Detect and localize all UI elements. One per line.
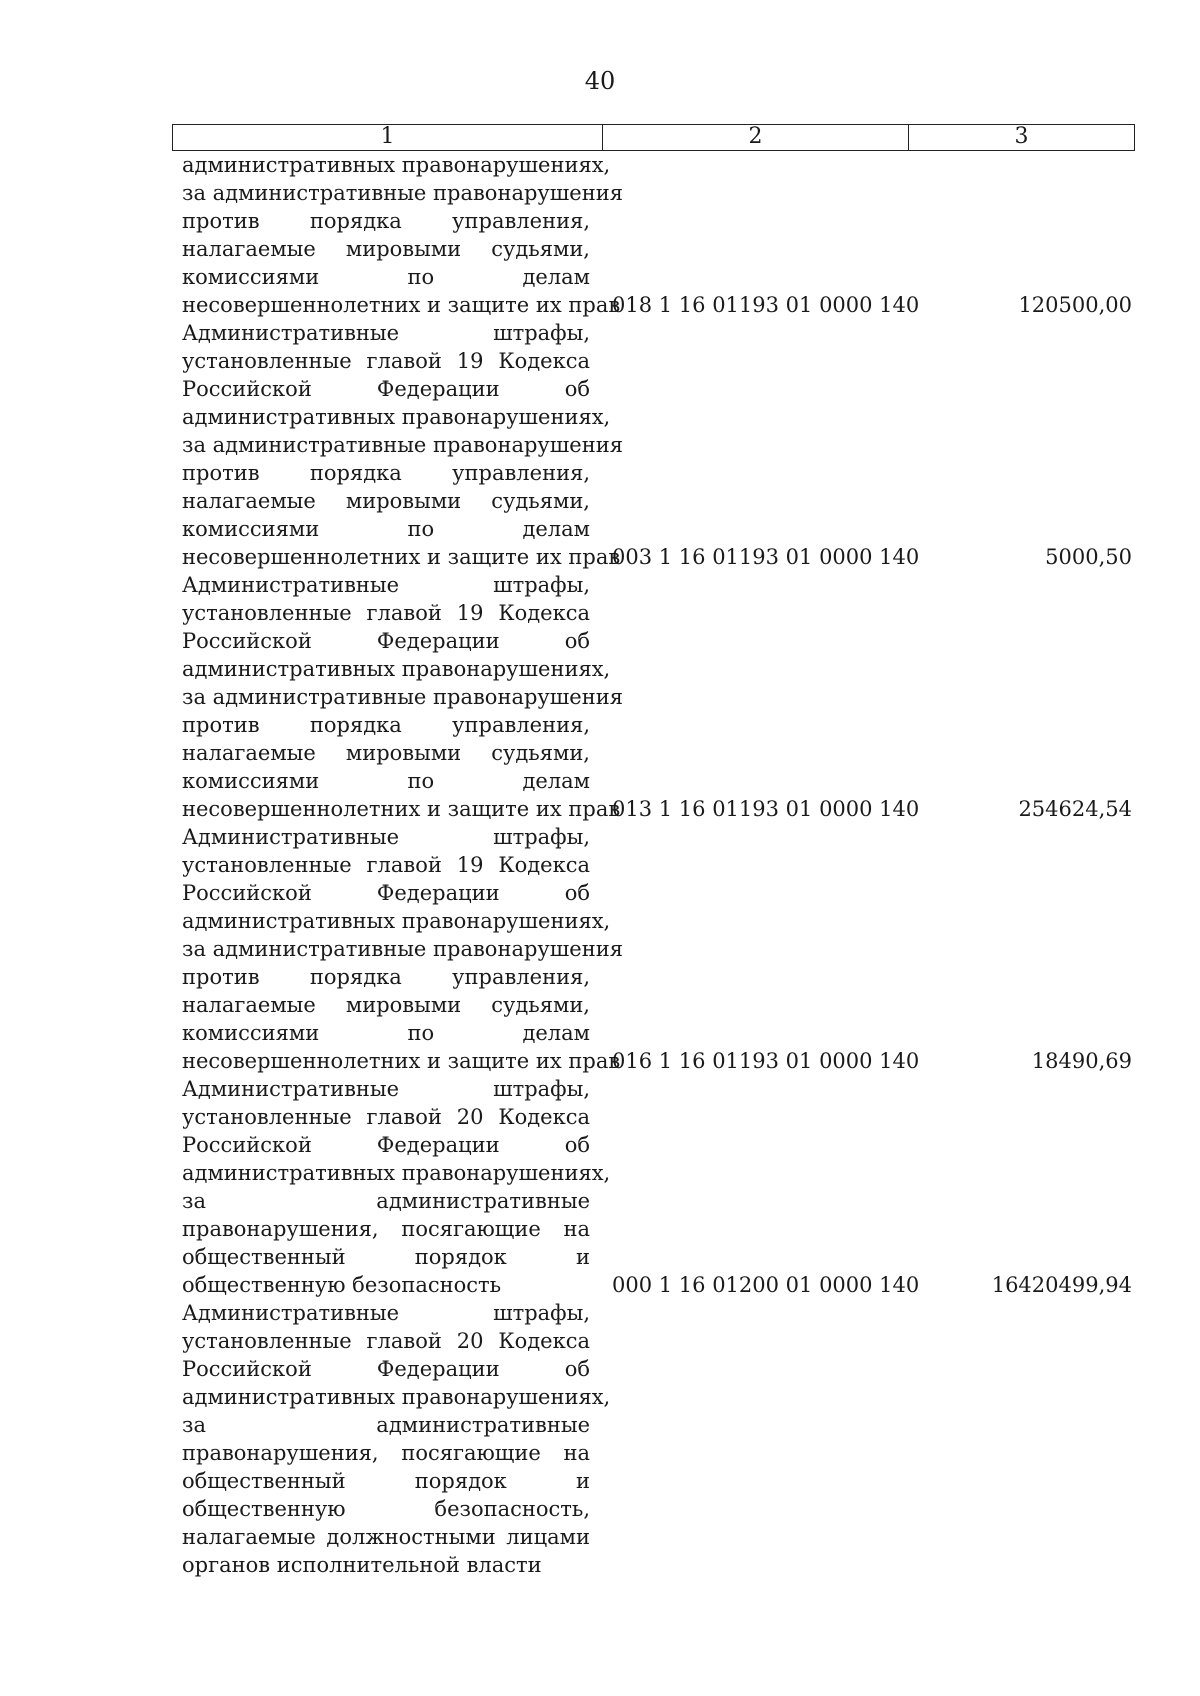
description-line: налагаемые мировыми судьями, <box>182 741 590 765</box>
description-line: установленные главой 19 Кодекса <box>182 853 590 877</box>
description-line: комиссиями по делам <box>182 769 590 793</box>
row-amount: 120500,00 <box>1018 293 1132 317</box>
description-line: комиссиями по делам <box>182 1021 590 1045</box>
row-amount: 16420499,94 <box>991 1273 1132 1297</box>
description-line: Административные штрафы, <box>182 573 590 597</box>
description-line: Российской Федерации об <box>182 1133 590 1157</box>
row-amount: 5000,50 <box>1045 545 1132 569</box>
description-line: общественную безопасность <box>182 1273 502 1297</box>
description-line: общественный порядок и <box>182 1245 590 1269</box>
description-line: Российской Федерации об <box>182 377 590 401</box>
table-row <box>182 1075 1132 1299</box>
row-budget-code: 016 1 16 01193 01 0000 140 <box>612 1049 920 1073</box>
row-budget-code: 003 1 16 01193 01 0000 140 <box>612 545 920 569</box>
row-amount: 254624,54 <box>1018 797 1132 821</box>
description-line: Административные штрафы, <box>182 825 590 849</box>
description-line: несовершеннолетних и защите их прав <box>182 545 621 569</box>
description-line: административных правонарушениях, <box>182 1385 611 1409</box>
description-line: против порядка управления, <box>182 209 590 233</box>
description-line: административных правонарушениях, <box>182 1161 611 1185</box>
description-line: за административные правонарушения <box>182 433 623 457</box>
table-row <box>182 151 1132 319</box>
description-line: за административные <box>182 1189 590 1213</box>
table-row <box>182 319 1132 571</box>
description-line: установленные главой 19 Кодекса <box>182 349 590 373</box>
header-col-3: 3 <box>1014 124 1029 149</box>
description-line: несовершеннолетних и защите их прав <box>182 293 621 317</box>
description-line: правонарушения, посягающие на <box>182 1441 590 1465</box>
description-line: Административные штрафы, <box>182 1301 590 1325</box>
description-line: налагаемые мировыми судьями, <box>182 237 590 261</box>
table-header <box>172 124 1135 151</box>
description-line: за административные <box>182 1413 590 1437</box>
description-line: административных правонарушениях, <box>182 405 611 429</box>
table-row <box>182 823 1132 1075</box>
description-line: административных правонарушениях, <box>182 909 611 933</box>
row-description <box>182 571 623 823</box>
description-line: за административные правонарушения <box>182 685 623 709</box>
description-line: налагаемые мировыми судьями, <box>182 993 590 1017</box>
page-number: 40 <box>584 67 616 95</box>
description-line: административных правонарушениях, <box>182 657 611 681</box>
description-line: Российской Федерации об <box>182 1357 590 1381</box>
row-budget-code: 000 1 16 01200 01 0000 140 <box>612 1273 920 1297</box>
description-line: комиссиями по делам <box>182 517 590 541</box>
description-line: установленные главой 20 Кодекса <box>182 1105 590 1129</box>
description-line: налагаемые мировыми судьями, <box>182 489 590 513</box>
description-line: против порядка управления, <box>182 965 590 989</box>
description-line: установленные главой 19 Кодекса <box>182 601 590 625</box>
description-line: общественную безопасность, <box>182 1497 590 1521</box>
description-line: органов исполнительной власти <box>182 1553 542 1577</box>
row-description <box>182 823 623 1075</box>
row-description <box>182 151 623 319</box>
description-line: за административные правонарушения <box>182 937 623 961</box>
header-col-2: 2 <box>603 125 909 150</box>
header-col-1: 1 <box>173 125 603 150</box>
description-line: против порядка управления, <box>182 713 590 737</box>
table-row <box>182 1299 1132 1579</box>
row-description <box>182 1299 611 1579</box>
description-line: правонарушения, посягающие на <box>182 1217 590 1241</box>
description-line: Российской Федерации об <box>182 629 590 653</box>
description-line: налагаемые должностными лицами <box>182 1525 590 1549</box>
description-line: комиссиями по делам <box>182 265 590 289</box>
description-line: Административные штрафы, <box>182 1077 590 1101</box>
description-line: Российской Федерации об <box>182 881 590 905</box>
row-description <box>182 1075 611 1299</box>
row-budget-code: 013 1 16 01193 01 0000 140 <box>612 797 920 821</box>
description-line: против порядка управления, <box>182 461 590 485</box>
description-line: за административные правонарушения <box>182 181 623 205</box>
table-row <box>182 571 1132 823</box>
description-line: несовершеннолетних и защите их прав <box>182 1049 621 1073</box>
description-line: Административные штрафы, <box>182 321 590 345</box>
row-budget-code: 018 1 16 01193 01 0000 140 <box>612 293 920 317</box>
description-line: общественный порядок и <box>182 1469 590 1493</box>
row-amount: 18490,69 <box>1031 1049 1132 1073</box>
description-line: установленные главой 20 Кодекса <box>182 1329 590 1353</box>
row-description <box>182 319 623 571</box>
description-line: административных правонарушениях, <box>182 153 611 177</box>
table-body <box>182 151 1132 1579</box>
description-line: несовершеннолетних и защите их прав <box>182 797 621 821</box>
